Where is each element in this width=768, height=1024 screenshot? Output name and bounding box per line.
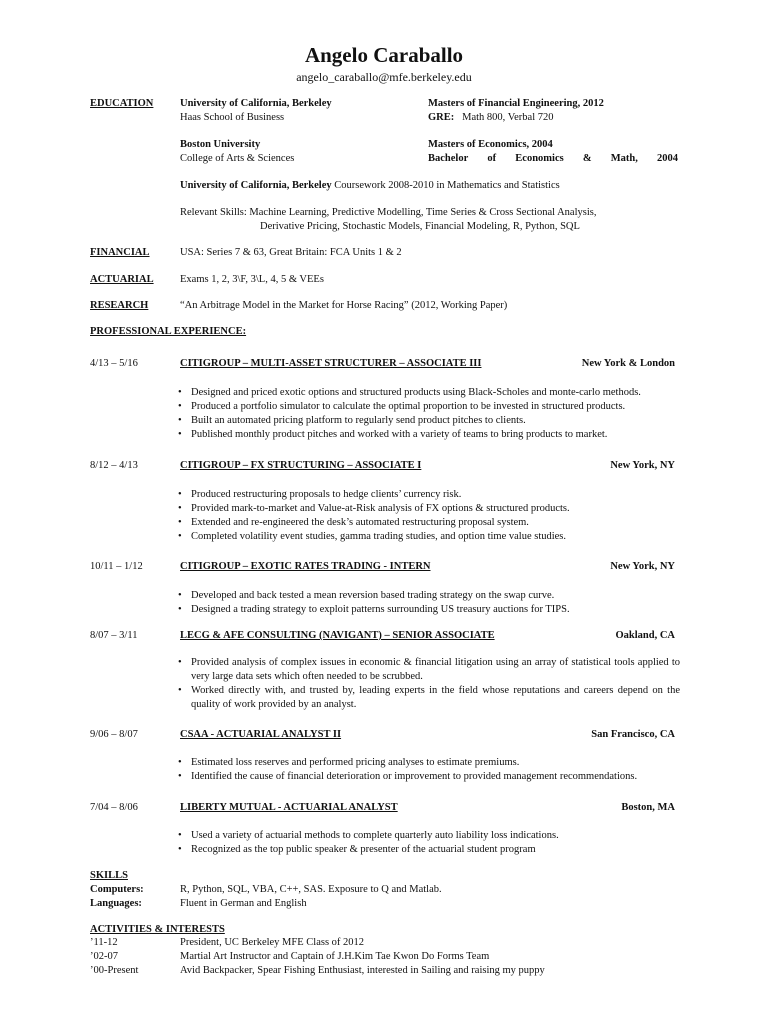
relevant-skills-line-2: Derivative Pricing, Stochastic Models, Financial Modeling, R, Python, SQL (260, 221, 580, 232)
school-1-sub: Haas School of Business (180, 112, 285, 123)
bullet-item: • Completed volatility event studies, gamma trading studies, and option time value studies. (174, 530, 684, 544)
job-3-dates: 10/11 – 1/12 (90, 561, 143, 572)
degree2-word: Economics (515, 153, 564, 164)
experience-heading: PROFESSIONAL EXPERIENCE: (90, 326, 247, 337)
job-5-location: San Francisco, CA (591, 729, 675, 740)
resume-name: Angelo Caraballo (304, 43, 464, 67)
job-3-bullets (174, 589, 684, 617)
job-2-title: CITIGROUP – FX STRUCTURING – ASSOCIATE I (180, 460, 422, 471)
bullet-item: • Built an automated pricing platform to regularly send product pitches to clients. (174, 414, 684, 428)
degree2-word: Bachelor (428, 153, 469, 164)
languages-skills: Fluent in German and English (180, 898, 307, 909)
bullet-item: • Produced restructuring proposals to hedge clients’ currency risk. (174, 488, 684, 502)
computers-label: Computers: (90, 884, 144, 895)
activity-2-years: ’02-07 (90, 951, 118, 962)
gre-label: GRE: (428, 112, 455, 123)
bullet-item: • Developed and back tested a mean reversion based trading strategy on the swap curve. (174, 589, 684, 603)
activity-1-text: President, UC Berkeley MFE Class of 2012 (180, 937, 365, 948)
bullet-item: • Used a variety of actuarial methods to complete quarterly auto liability loss indications. (174, 829, 684, 843)
financial-text: USA: Series 7 & 63, Great Britain: FCA Units 1 & 2 (180, 247, 402, 258)
job-6-title: LIBERTY MUTUAL - ACTUARIAL ANALYST (180, 802, 398, 813)
activities-heading: ACTIVITIES & INTERESTS (90, 924, 225, 935)
school-1-degree: Masters of Financial Engineering, 2012 (428, 98, 604, 109)
job-4-dates: 8/07 – 3/11 (90, 630, 138, 641)
bullet-item: • Worked directly with, and trusted by, leading experts in the field whose reputations and careers depend on the quality of work provided by an analyst. (174, 684, 680, 712)
job-2-dates: 8/12 – 4/13 (90, 460, 138, 471)
job-1-location: New York & London (581, 358, 675, 369)
bullet-item: • Published monthly product pitches and worked with a variety of teams to bring products to market. (174, 428, 684, 442)
email-address: angelo_caraballo@mfe.berkeley.edu (296, 70, 472, 84)
bullet-item: • Identified the cause of financial deterioration or improvement to provided management recommendations. (174, 770, 684, 784)
activity-2-text: Martial Art Instructor and Captain of J.H.Kim Tae Kwon Do Forms Team (180, 951, 490, 962)
job-3-title: CITIGROUP – EXOTIC RATES TRADING - INTERN (180, 561, 431, 572)
school-2-name: Boston University (180, 139, 261, 150)
education-heading: EDUCATION (90, 98, 154, 109)
coursework-line (180, 180, 560, 191)
bullet-item: • Produced a portfolio simulator to calculate the optimal proportion to be invested in structured products. (174, 400, 684, 414)
school-2-degree: Masters of Economics, 2004 (428, 139, 553, 150)
job-4-title: LECG & AFE CONSULTING (NAVIGANT) – SENIOR ASSOCIATE (180, 630, 495, 641)
degree2-word: of (487, 153, 497, 164)
job-6-dates: 7/04 – 8/06 (90, 802, 138, 813)
computers-skills: R, Python, SQL, VBA, C++, SAS. Exposure to Q and Matlab. (180, 884, 442, 895)
coursework-text: Coursework 2008-2010 in Mathematics and Statistics (334, 180, 560, 191)
bullet-item: • Extended and re-engineered the desk’s automated restructuring proposal system. (174, 516, 684, 530)
job-5-title: CSAA - ACTUARIAL ANALYST II (180, 729, 342, 740)
financial-heading: FINANCIAL (90, 247, 150, 258)
research-line (180, 300, 507, 311)
bullet-item: • Designed a trading strategy to exploit patterns surrounding US treasury auctions for TIPS. (174, 603, 684, 617)
gre-value: Math 800, Verbal 720 (462, 112, 554, 123)
bullet-item: • Designed and priced exotic options and structured products using Black-Scholes and monte-carlo methods. (174, 386, 684, 400)
degree2-word: 2004 (657, 153, 678, 164)
job-6-bullets (174, 829, 684, 857)
job-3-location: New York, NY (610, 561, 675, 572)
bullet-item: • Estimated loss reserves and performed pricing analyses to estimate premiums. (174, 756, 684, 770)
skills-heading: SKILLS (90, 870, 128, 881)
job-1-bullets (174, 386, 684, 442)
school-2-sub: College of Arts & Sciences (180, 153, 295, 164)
job-1-dates: 4/13 – 5/16 (90, 358, 138, 369)
degree2-word: & (582, 153, 592, 164)
relevant-skills-line-1: Relevant Skills: Machine Learning, Predictive Modelling, Time Series & Cross Sectional Analysis, (180, 207, 597, 218)
job-6-location: Boston, MA (621, 802, 675, 813)
job-2-bullets (174, 488, 684, 544)
job-5-dates: 9/06 – 8/07 (90, 729, 138, 740)
school-1-name: University of California, Berkeley (180, 98, 332, 109)
research-title: “An Arbitrage Model in the Market for Horse Racing” (180, 300, 409, 311)
bullet-item: • Provided analysis of complex issues in economic & financial litigation using an array of statistical tools applied to very large data sets which often needed to be scrubbed. (174, 656, 680, 684)
bullet-item: • Recognized as the top public speaker & presenter of the actuarial student program (174, 843, 684, 857)
job-4-bullets (174, 656, 680, 712)
activity-1-years: ’11-12 (90, 937, 118, 948)
activity-3-text: Avid Backpacker, Spear Fishing Enthusiast, interested in Sailing and raising my puppy (180, 965, 545, 976)
school-2-degree-2 (428, 153, 678, 164)
job-4-location: Oakland, CA (615, 630, 675, 641)
actuarial-text: Exams 1, 2, 3\F, 3\L, 4, 5 & VEEs (180, 274, 324, 285)
research-note: (2012, Working Paper) (408, 300, 508, 311)
bullet-item: • Provided mark-to-market and Value-at-Risk analysis of FX options & structured products. (174, 502, 684, 516)
activity-3-years: ’00-Present (90, 965, 139, 976)
job-5-bullets (174, 756, 684, 784)
degree2-word: Math, (610, 153, 638, 164)
research-heading: RESEARCH (90, 300, 149, 311)
gre-score (428, 112, 554, 123)
job-2-location: New York, NY (610, 460, 675, 471)
job-1-title: CITIGROUP – MULTI-ASSET STRUCTURER – ASSOCIATE III (180, 358, 482, 369)
coursework-school: University of California, Berkeley (180, 180, 332, 191)
languages-label: Languages: (90, 898, 142, 909)
actuarial-heading: ACTUARIAL (90, 274, 154, 285)
